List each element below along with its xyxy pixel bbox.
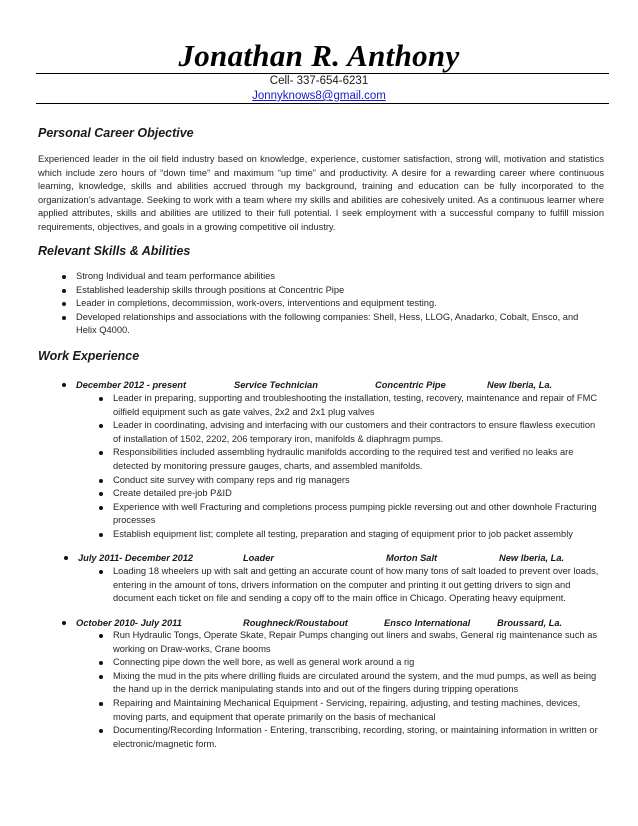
job-duties-3	[113, 629, 605, 751]
bullet-icon	[62, 316, 66, 320]
objective-text: Experienced leader in the oil field industry based on knowledge, experience, customer satisfaction, strong will, motivation and statistics which include zero hours of “down time” and maximum “up time” and productivity. A desire for a rewarding career where continuous learning, knowledge, skills and abilities accrued through my background, training and education can be fully incorporated to the organization’s advantage. Seeking to work with a team where my skills and abilities are cohesively united. As a continuous learner where applied attributes, skills and abilities are utilized to their full potential. I seek employment with a successful company to fulfill mission requirements, objectives, and goals in a growing competitive oil industry.	[38, 154, 604, 232]
bullet-icon	[99, 729, 103, 733]
list-item	[113, 697, 605, 724]
duty-text: Run Hydraulic Tongs, Operate Skate, Repair Pumps changing out liners and swabs, General rig maintenance such as working on Draw-works, Crane booms	[113, 630, 598, 654]
email-link[interactable]: Jonnyknows8@gmail.com	[252, 90, 386, 102]
duty-text: Connecting pipe down the well bore, as well as general work around a rig	[113, 657, 415, 668]
bullet-icon	[99, 506, 103, 510]
bullet-icon	[64, 556, 68, 560]
job-location: New Iberia, La.	[499, 553, 565, 563]
list-item	[113, 446, 605, 473]
job-duties-1	[113, 392, 605, 542]
bullet-icon	[62, 383, 66, 387]
job-company: Ensco International	[384, 618, 471, 628]
candidate-name: Jonathan R. Anthony	[178, 38, 460, 73]
list-item	[113, 565, 605, 606]
list-item	[76, 311, 601, 338]
bullet-icon	[99, 397, 103, 401]
skill-text: Strong Individual and team performance abilities	[76, 271, 275, 281]
list-item	[76, 284, 601, 298]
experience-heading: Work Experience	[38, 349, 140, 363]
bullet-icon	[99, 492, 103, 496]
phone-number: Cell- 337-654-6231	[269, 75, 369, 87]
bullet-icon	[62, 302, 66, 306]
job-company: Morton Salt	[386, 553, 438, 563]
bullet-icon	[99, 451, 103, 455]
duty-text: Responsibilities included assembling hydraulic manifolds according to the required test and verified no leaks are detected by monitoring pressure gauges, charts, and assembled manifolds.	[113, 447, 574, 471]
duty-text: Documenting/Recording Information - Entering, transcribing, recording, storing, or maintaining information in written or electronic/magnetic form.	[113, 725, 598, 749]
bullet-icon	[62, 621, 66, 625]
bullet-icon	[99, 675, 103, 679]
bullet-icon	[62, 275, 66, 279]
duty-text: Repairing and Maintaining Mechanical Equipment - Servicing, repairing, adjusting, and testing machines, devices, moving parts, and equipment that operate primarily on the basis of mechanical	[113, 697, 581, 722]
skills-heading: Relevant Skills & Abilities	[38, 244, 191, 258]
bullet-icon	[99, 533, 103, 537]
objective-heading: Personal Career Objective	[38, 126, 194, 140]
job-company: Concentric Pipe	[375, 380, 446, 390]
duty-text: Establish equipment list; complete all testing, preparation and staging of equipment prior to job packet assembly	[113, 528, 573, 539]
skill-text: Leader in completions, decommission, work-overs, interventions and equipment testing.	[76, 298, 437, 309]
job-location: New Iberia, La.	[487, 380, 553, 390]
list-item	[113, 474, 605, 488]
job-title: Service Technician	[234, 380, 318, 390]
list-item	[76, 270, 601, 284]
bullet-icon	[99, 570, 103, 574]
job-title: Loader	[243, 553, 274, 563]
duty-text: Leader in coordinating, advising and interfacing with our customers and their contractors to ensure flawless execution of installation of 1502, 2202, 206 temporary iron, manifolds & diaphragm pumps.	[113, 420, 596, 444]
duty-text: Loading 18 wheelers up with salt and getting an accurate count of how many tons of salt loaded to prevent over loads, entering in the amount of tons, drivers information on the computer and printing it out getting drivers to sign and document each ticket on file and sending a copy off to the main office in Chicago. Operating heavy equipment.	[113, 566, 599, 604]
list-item	[113, 528, 605, 542]
list-item	[113, 487, 605, 501]
job-location: Broussard, La.	[497, 618, 563, 628]
duty-text: Conduct site survey with company reps and rig managers	[113, 474, 350, 485]
duty-text: Leader in preparing, supporting and troubleshooting the installation, testing, recovery, maintenance and repair of FMC oilfield equipment such as gate valves, 2x2 and 2x1 plug valves	[113, 393, 598, 417]
bullet-icon	[99, 634, 103, 638]
list-item	[113, 629, 605, 656]
bullet-icon	[99, 702, 103, 706]
job-dates: October 2010- July 2011	[76, 618, 182, 628]
duty-text: Experience with well Fracturing and completions process pumping pickle reversing out and other downhole Fracturing processes	[113, 501, 597, 526]
job-dates: December 2012 - present	[76, 380, 187, 390]
duty-text: Create detailed pre-job P&ID	[113, 488, 232, 499]
header-rule-bottom	[36, 103, 609, 104]
list-item	[113, 670, 605, 697]
job-dates: July 2011- December 2012	[78, 553, 194, 563]
list-item	[113, 392, 605, 419]
bullet-icon	[99, 661, 103, 665]
bullet-icon	[99, 424, 103, 428]
list-item	[113, 419, 605, 446]
list-item	[113, 656, 605, 670]
duty-text: Mixing the mud in the pits where drilling fluids are circulated around the system, and the mud pumps, as well as being the hand up in the derrick manipulating stands into and out of the fingers during tripping operations	[113, 670, 597, 695]
job-title: Roughneck/Roustabout	[243, 618, 348, 628]
list-item	[113, 501, 605, 528]
bullet-icon	[62, 289, 66, 293]
skill-text: Established leadership skills through positions at Concentric Pipe	[76, 284, 345, 295]
job-duties-2	[113, 565, 605, 606]
list-item	[76, 297, 601, 311]
skill-text: Developed relationships and associations with the following companies: Shell, Hess, LLOG, Anadarko, Cobalt, Ensco, and Helix Q4000.	[76, 311, 579, 336]
list-item	[113, 724, 605, 751]
skills-list	[76, 270, 601, 338]
bullet-icon	[99, 479, 103, 483]
